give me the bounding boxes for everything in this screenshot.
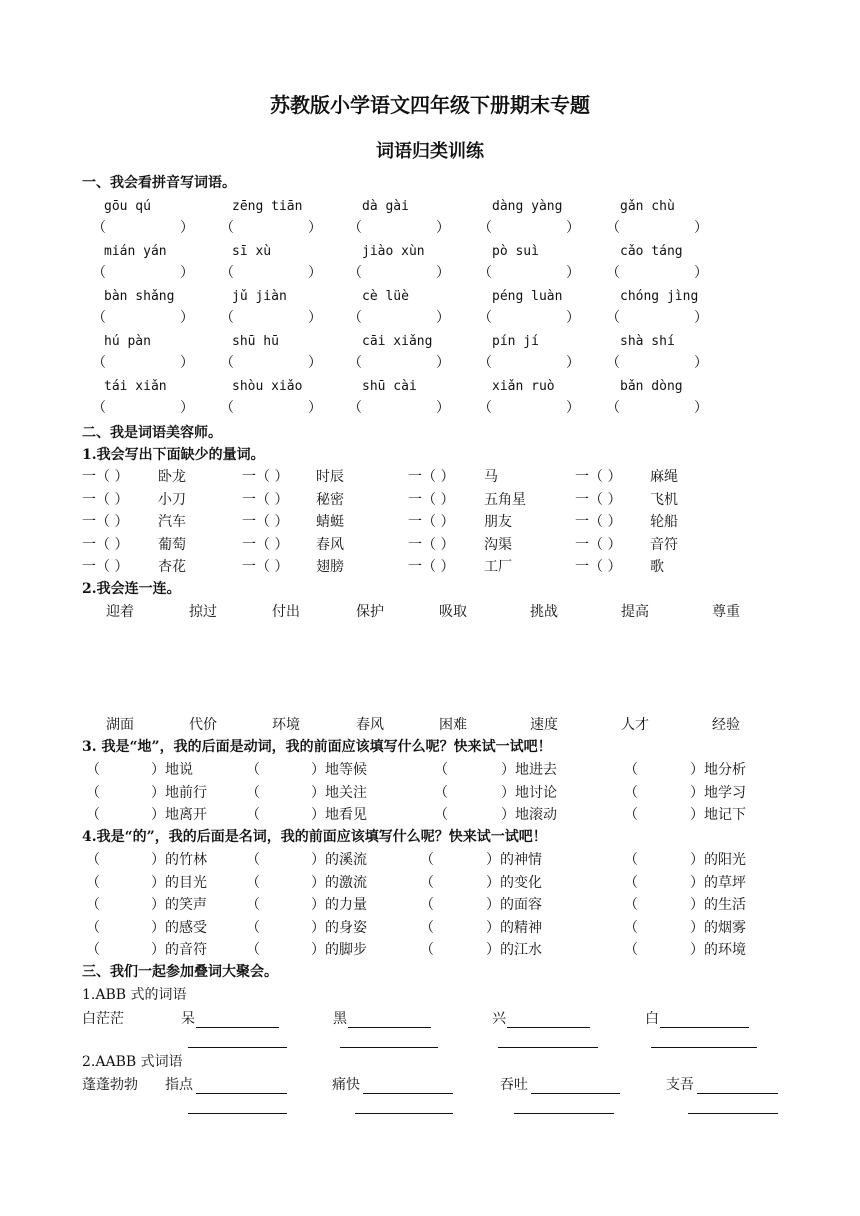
- de-noun-paren-close[interactable]: ）: [486, 897, 500, 913]
- answer-paren-open[interactable]: （: [606, 220, 620, 236]
- answer-paren-close[interactable]: ）: [566, 310, 580, 326]
- reduplication-stem: 兴: [492, 1011, 506, 1027]
- answer-paren-close[interactable]: ）: [694, 355, 708, 371]
- de-verb-paren-close[interactable]: ）: [501, 762, 515, 778]
- answer-line[interactable]: [363, 1093, 453, 1094]
- measure-noun: 音符: [650, 536, 678, 553]
- de-noun-paren-close[interactable]: ）: [690, 897, 704, 913]
- de-noun-paren-close[interactable]: ）: [151, 874, 165, 891]
- de-verb-paren-open[interactable]: （: [246, 762, 260, 778]
- pinyin-label: bàn shǎng: [104, 289, 175, 304]
- pinyin-label: cāi xiǎng: [362, 334, 433, 349]
- de-verb-paren-open[interactable]: （: [434, 784, 448, 801]
- measure-blank[interactable]: 一（ ）: [575, 469, 622, 485]
- answer-paren-open[interactable]: （: [92, 400, 106, 416]
- reduplication-stem: 痛快: [332, 1077, 360, 1093]
- match-right-word[interactable]: 经验: [712, 717, 740, 733]
- de-verb-paren-close[interactable]: ）: [311, 807, 325, 823]
- page-title: 苏教版小学语文四年级下册期末专题: [270, 93, 590, 117]
- pinyin-label: bǎn dòng: [620, 379, 683, 394]
- pinyin-label: shà shí: [620, 334, 675, 349]
- de-noun-paren-open[interactable]: （: [246, 942, 260, 958]
- de-verb-paren-open[interactable]: （: [624, 784, 638, 801]
- answer-line[interactable]: [188, 1047, 287, 1048]
- answer-paren-open[interactable]: （: [606, 355, 620, 371]
- measure-noun: 歌: [650, 559, 664, 575]
- answer-paren-open[interactable]: （: [478, 400, 492, 416]
- answer-line[interactable]: [697, 1093, 778, 1094]
- answer-paren-close[interactable]: ）: [566, 220, 580, 236]
- answer-paren-close[interactable]: ）: [180, 355, 194, 371]
- measure-blank[interactable]: 一（ ）: [82, 491, 129, 508]
- de-verb-paren-close[interactable]: ）: [690, 807, 704, 823]
- measure-blank[interactable]: 一（ ）: [408, 469, 455, 485]
- measure-blank[interactable]: 一（ ）: [408, 491, 455, 508]
- reduplication-stem: 指点: [165, 1077, 193, 1093]
- de-noun-paren-open[interactable]: （: [624, 852, 638, 868]
- answer-paren-open[interactable]: （: [220, 355, 234, 371]
- answer-paren-open[interactable]: （: [348, 400, 362, 416]
- measure-noun: 时辰: [316, 469, 344, 485]
- aabb-heading: 2.AABB 式词语: [82, 1054, 183, 1070]
- section3-heading: 三、我们一起参加叠词大聚会。: [82, 964, 278, 980]
- answer-line[interactable]: [507, 1027, 590, 1028]
- de-verb-word: 地记下: [704, 807, 746, 823]
- measure-blank[interactable]: 一（ ）: [82, 536, 129, 553]
- measure-blank[interactable]: 一（ ）: [82, 559, 129, 575]
- de-noun-word: 的激流: [325, 874, 367, 891]
- abb-example: 白茫茫: [82, 1011, 124, 1027]
- de-verb-word: 地说: [165, 762, 193, 778]
- de-verb-paren-open[interactable]: （: [86, 784, 100, 801]
- de-noun-paren-close[interactable]: ）: [311, 874, 325, 891]
- de-noun-word: 的江水: [500, 942, 542, 958]
- match-right-word[interactable]: 代价: [189, 717, 217, 733]
- de-noun-paren-close[interactable]: ）: [486, 919, 500, 936]
- de-verb-paren-open[interactable]: （: [86, 807, 100, 823]
- de-noun-word: 的环境: [704, 942, 746, 958]
- de-noun-paren-close[interactable]: ）: [486, 942, 500, 958]
- de-noun-paren-open[interactable]: （: [246, 897, 260, 913]
- de-noun-word: 的面容: [500, 897, 542, 913]
- answer-paren-close[interactable]: ）: [180, 400, 194, 416]
- answer-paren-close[interactable]: ）: [308, 355, 322, 371]
- measure-noun: 杏花: [158, 559, 186, 575]
- de-noun-word: 的阳光: [704, 852, 746, 868]
- pinyin-label: cǎo táng: [620, 244, 683, 259]
- de-noun-paren-open[interactable]: （: [86, 942, 100, 958]
- de-noun-paren-open[interactable]: （: [246, 919, 260, 936]
- answer-paren-open[interactable]: （: [92, 265, 106, 281]
- answer-line[interactable]: [196, 1093, 287, 1094]
- de-verb-paren-open[interactable]: （: [246, 807, 260, 823]
- measure-blank[interactable]: 一（ ）: [575, 559, 622, 575]
- measure-blank[interactable]: 一（ ）: [242, 514, 289, 530]
- measure-blank[interactable]: 一（ ）: [82, 514, 129, 530]
- pinyin-label: dàng yàng: [492, 199, 563, 214]
- answer-paren-open[interactable]: （: [220, 265, 234, 281]
- de-noun-word: 的音符: [165, 942, 207, 958]
- de-noun-paren-open[interactable]: （: [420, 919, 434, 936]
- de-noun-paren-close[interactable]: ）: [151, 942, 165, 958]
- answer-paren-close[interactable]: ）: [566, 265, 580, 281]
- pinyin-label: jǔ jiàn: [232, 289, 287, 304]
- answer-paren-close[interactable]: ）: [694, 310, 708, 326]
- measure-noun: 葡萄: [158, 536, 186, 553]
- de-noun-word: 的力量: [325, 897, 367, 913]
- measure-noun: 工厂: [484, 559, 512, 575]
- de-noun-word: 的烟雾: [704, 919, 746, 936]
- measure-noun: 马: [484, 469, 498, 485]
- de-noun-word: 的溪流: [325, 852, 367, 868]
- measure-blank[interactable]: 一（ ）: [242, 559, 289, 575]
- measure-blank[interactable]: 一（ ）: [575, 514, 622, 530]
- de-verb-paren-close[interactable]: ）: [151, 784, 165, 801]
- answer-paren-open[interactable]: （: [478, 310, 492, 326]
- pinyin-label: mián yán: [104, 244, 167, 259]
- reduplication-stem: 白: [645, 1011, 659, 1027]
- part2-heading: 2.我会连一连。: [82, 581, 181, 597]
- answer-paren-open[interactable]: （: [220, 220, 234, 236]
- de-noun-paren-close[interactable]: ）: [311, 852, 325, 868]
- page-subtitle: 词语归类训练: [376, 141, 484, 162]
- answer-paren-open[interactable]: （: [220, 400, 234, 416]
- answer-paren-close[interactable]: ）: [436, 265, 450, 281]
- match-left-word[interactable]: 尊重: [712, 604, 740, 620]
- de-noun-paren-close[interactable]: ）: [311, 897, 325, 913]
- answer-line[interactable]: [651, 1047, 757, 1048]
- measure-noun: 麻绳: [650, 469, 678, 485]
- answer-line[interactable]: [688, 1113, 778, 1114]
- measure-blank[interactable]: 一（ ）: [82, 469, 129, 485]
- pinyin-label: gōu qú: [104, 199, 151, 214]
- answer-paren-open[interactable]: （: [478, 265, 492, 281]
- measure-noun: 五角星: [484, 491, 526, 508]
- de-noun-paren-open[interactable]: （: [624, 942, 638, 958]
- de-verb-paren-close[interactable]: ）: [311, 784, 325, 801]
- de-noun-paren-open[interactable]: （: [420, 897, 434, 913]
- measure-noun: 轮船: [650, 514, 678, 530]
- answer-line[interactable]: [348, 1027, 431, 1028]
- answer-line[interactable]: [196, 1027, 279, 1028]
- answer-paren-close[interactable]: ）: [180, 310, 194, 326]
- part3-heading: 3. 我是“地”，我的后面是动词，我的前面应该填写什么呢？快来试一试吧！: [82, 739, 552, 755]
- answer-paren-open[interactable]: （: [348, 265, 362, 281]
- de-noun-word: 的精神: [500, 919, 542, 936]
- match-right-word[interactable]: 困难: [439, 717, 467, 733]
- answer-paren-open[interactable]: （: [478, 355, 492, 371]
- measure-noun: 沟渠: [484, 536, 512, 553]
- answer-line[interactable]: [355, 1113, 453, 1114]
- de-verb-paren-close[interactable]: ）: [501, 784, 515, 801]
- pinyin-label: shū cài: [362, 379, 417, 394]
- measure-noun: 翅膀: [316, 559, 344, 575]
- measure-blank[interactable]: 一（ ）: [408, 514, 455, 530]
- measure-noun: 飞机: [650, 491, 678, 508]
- measure-noun: 小刀: [158, 491, 186, 508]
- de-noun-word: 的目光: [165, 874, 207, 891]
- answer-paren-open[interactable]: （: [606, 265, 620, 281]
- measure-blank[interactable]: 一（ ）: [242, 491, 289, 508]
- pinyin-label: gǎn chù: [620, 199, 675, 214]
- answer-paren-close[interactable]: ）: [566, 400, 580, 416]
- de-noun-paren-close[interactable]: ）: [690, 919, 704, 936]
- answer-paren-close[interactable]: ）: [180, 220, 194, 236]
- answer-line[interactable]: [660, 1027, 749, 1028]
- de-noun-paren-close[interactable]: ）: [690, 852, 704, 868]
- de-noun-word: 的神情: [500, 852, 542, 868]
- pinyin-label: sī xù: [232, 244, 272, 259]
- de-noun-paren-open[interactable]: （: [624, 874, 638, 891]
- de-noun-paren-close[interactable]: ）: [151, 919, 165, 936]
- pinyin-label: dà gài: [362, 199, 409, 214]
- measure-blank[interactable]: 一（ ）: [242, 469, 289, 485]
- match-right-word[interactable]: 人才: [621, 717, 649, 733]
- de-verb-paren-open[interactable]: （: [434, 807, 448, 823]
- de-verb-paren-close[interactable]: ）: [151, 762, 165, 778]
- answer-paren-open[interactable]: （: [92, 355, 106, 371]
- answer-paren-close[interactable]: ）: [308, 220, 322, 236]
- measure-blank[interactable]: 一（ ）: [575, 536, 622, 553]
- answer-paren-open[interactable]: （: [348, 355, 362, 371]
- de-verb-word: 地讨论: [515, 784, 557, 801]
- answer-paren-close[interactable]: ）: [308, 400, 322, 416]
- de-noun-paren-open[interactable]: （: [86, 874, 100, 891]
- section1-heading: 一、我会看拼音写词语。: [82, 175, 236, 191]
- match-right-word[interactable]: 湖面: [106, 717, 134, 733]
- pinyin-label: xiǎn ruò: [492, 379, 555, 394]
- de-noun-word: 的笑声: [165, 897, 207, 913]
- answer-paren-close[interactable]: ）: [436, 310, 450, 326]
- de-noun-word: 的脚步: [325, 942, 367, 958]
- de-verb-word: 地等候: [325, 762, 367, 778]
- de-noun-paren-open[interactable]: （: [86, 852, 100, 868]
- match-left-word[interactable]: 掠过: [189, 604, 217, 620]
- pinyin-label: chóng jìng: [620, 289, 699, 304]
- de-noun-paren-close[interactable]: ）: [311, 919, 325, 936]
- de-verb-paren-open[interactable]: （: [246, 784, 260, 801]
- de-verb-paren-open[interactable]: （: [86, 762, 100, 778]
- pinyin-label: jiào xùn: [362, 244, 425, 259]
- de-verb-paren-close[interactable]: ）: [690, 762, 704, 778]
- measure-noun: 卧龙: [158, 469, 186, 485]
- de-noun-paren-open[interactable]: （: [420, 852, 434, 868]
- de-noun-paren-open[interactable]: （: [86, 897, 100, 913]
- match-right-word[interactable]: 速度: [530, 717, 558, 733]
- measure-noun: 春风: [316, 536, 344, 553]
- de-verb-paren-close[interactable]: ）: [311, 762, 325, 778]
- pinyin-label: shū hū: [232, 334, 279, 349]
- answer-paren-close[interactable]: ）: [566, 355, 580, 371]
- pinyin-label: hú pàn: [104, 334, 151, 349]
- answer-paren-open[interactable]: （: [478, 220, 492, 236]
- de-noun-paren-close[interactable]: ）: [690, 874, 704, 891]
- reduplication-stem: 支吾: [666, 1077, 694, 1093]
- answer-paren-open[interactable]: （: [92, 310, 106, 326]
- pinyin-label: zēng tiān: [232, 199, 303, 214]
- de-verb-word: 地前行: [165, 784, 207, 801]
- de-noun-paren-close[interactable]: ）: [151, 897, 165, 913]
- match-right-word[interactable]: 春风: [356, 717, 384, 733]
- answer-line[interactable]: [531, 1093, 620, 1094]
- aabb-example: 蓬蓬勃勃: [82, 1077, 138, 1093]
- answer-paren-open[interactable]: （: [348, 310, 362, 326]
- de-noun-word: 的竹林: [165, 852, 207, 868]
- pinyin-label: tái xiǎn: [104, 379, 167, 394]
- match-left-word[interactable]: 提高: [621, 604, 649, 620]
- de-noun-word: 的草坪: [704, 874, 746, 891]
- de-noun-paren-open[interactable]: （: [420, 942, 434, 958]
- answer-paren-open[interactable]: （: [348, 220, 362, 236]
- measure-noun: 汽车: [158, 514, 186, 530]
- answer-line[interactable]: [188, 1113, 287, 1114]
- answer-paren-open[interactable]: （: [606, 310, 620, 326]
- de-verb-word: 地离开: [165, 807, 207, 823]
- measure-noun: 朋友: [484, 514, 512, 530]
- answer-paren-close[interactable]: ）: [436, 220, 450, 236]
- de-noun-word: 的变化: [500, 874, 542, 891]
- measure-blank[interactable]: 一（ ）: [408, 536, 455, 553]
- de-verb-paren-open[interactable]: （: [624, 807, 638, 823]
- de-noun-paren-close[interactable]: ）: [690, 942, 704, 958]
- de-noun-paren-close[interactable]: ）: [486, 874, 500, 891]
- answer-paren-close[interactable]: ）: [694, 400, 708, 416]
- de-verb-word: 地滚动: [515, 807, 557, 823]
- match-left-word[interactable]: 保护: [356, 604, 384, 620]
- de-noun-paren-open[interactable]: （: [246, 874, 260, 891]
- reduplication-stem: 黑: [333, 1011, 347, 1027]
- de-noun-paren-open[interactable]: （: [86, 919, 100, 936]
- answer-paren-open[interactable]: （: [220, 310, 234, 326]
- de-noun-paren-open[interactable]: （: [624, 919, 638, 936]
- de-verb-word: 地学习: [704, 784, 746, 801]
- answer-paren-close[interactable]: ）: [308, 310, 322, 326]
- part4-heading: 4.我是“的”，我的后面是名词，我的前面应该填写什么呢？快来试一试吧！: [82, 829, 547, 845]
- de-verb-paren-close[interactable]: ）: [151, 807, 165, 823]
- match-left-word[interactable]: 迎着: [106, 604, 134, 620]
- answer-paren-close[interactable]: ）: [694, 220, 708, 236]
- answer-paren-open[interactable]: （: [606, 400, 620, 416]
- de-noun-paren-open[interactable]: （: [246, 852, 260, 868]
- answer-line[interactable]: [340, 1047, 438, 1048]
- pinyin-label: péng luàn: [492, 289, 563, 304]
- de-verb-word: 地关注: [325, 784, 367, 801]
- answer-paren-open[interactable]: （: [92, 220, 106, 236]
- match-left-word[interactable]: 付出: [272, 604, 300, 620]
- de-verb-word: 地分析: [704, 762, 746, 778]
- de-verb-word: 地进去: [515, 762, 557, 778]
- answer-paren-close[interactable]: ）: [436, 400, 450, 416]
- match-left-word[interactable]: 吸取: [439, 604, 467, 620]
- answer-line[interactable]: [498, 1047, 598, 1048]
- pinyin-label: cè lüè: [362, 289, 409, 304]
- de-noun-paren-close[interactable]: ）: [486, 852, 500, 868]
- de-noun-paren-open[interactable]: （: [420, 874, 434, 891]
- measure-blank[interactable]: 一（ ）: [408, 559, 455, 575]
- part1-heading: 1.我会写出下面缺少的量词。: [82, 447, 265, 463]
- answer-paren-close[interactable]: ）: [180, 265, 194, 281]
- answer-paren-close[interactable]: ）: [436, 355, 450, 371]
- de-noun-word: 的生活: [704, 897, 746, 913]
- pinyin-label: shòu xiǎo: [232, 379, 303, 394]
- de-verb-paren-close[interactable]: ）: [501, 807, 515, 823]
- measure-blank[interactable]: 一（ ）: [575, 491, 622, 508]
- measure-noun: 蜻蜓: [316, 514, 344, 530]
- answer-paren-close[interactable]: ）: [308, 265, 322, 281]
- de-verb-paren-open[interactable]: （: [434, 762, 448, 778]
- de-noun-word: 的感受: [165, 919, 207, 936]
- measure-noun: 秘密: [316, 491, 344, 508]
- abb-heading: 1.ABB 式的词语: [82, 987, 187, 1003]
- pinyin-label: pín jí: [492, 334, 539, 349]
- de-verb-paren-close[interactable]: ）: [690, 784, 704, 801]
- de-verb-paren-open[interactable]: （: [624, 762, 638, 778]
- de-noun-word: 的身姿: [325, 919, 367, 936]
- reduplication-stem: 呆: [181, 1011, 195, 1027]
- match-left-word[interactable]: 挑战: [530, 604, 558, 620]
- answer-line[interactable]: [514, 1113, 614, 1114]
- match-right-word[interactable]: 环境: [272, 717, 300, 733]
- pinyin-label: pò suì: [492, 244, 539, 259]
- de-noun-paren-close[interactable]: ）: [311, 942, 325, 958]
- de-noun-paren-open[interactable]: （: [624, 897, 638, 913]
- section2-heading: 二、我是词语美容师。: [82, 425, 222, 441]
- reduplication-stem: 吞吐: [500, 1077, 528, 1093]
- de-verb-word: 地看见: [325, 807, 367, 823]
- answer-paren-close[interactable]: ）: [694, 265, 708, 281]
- de-noun-paren-close[interactable]: ）: [151, 852, 165, 868]
- measure-blank[interactable]: 一（ ）: [242, 536, 289, 553]
